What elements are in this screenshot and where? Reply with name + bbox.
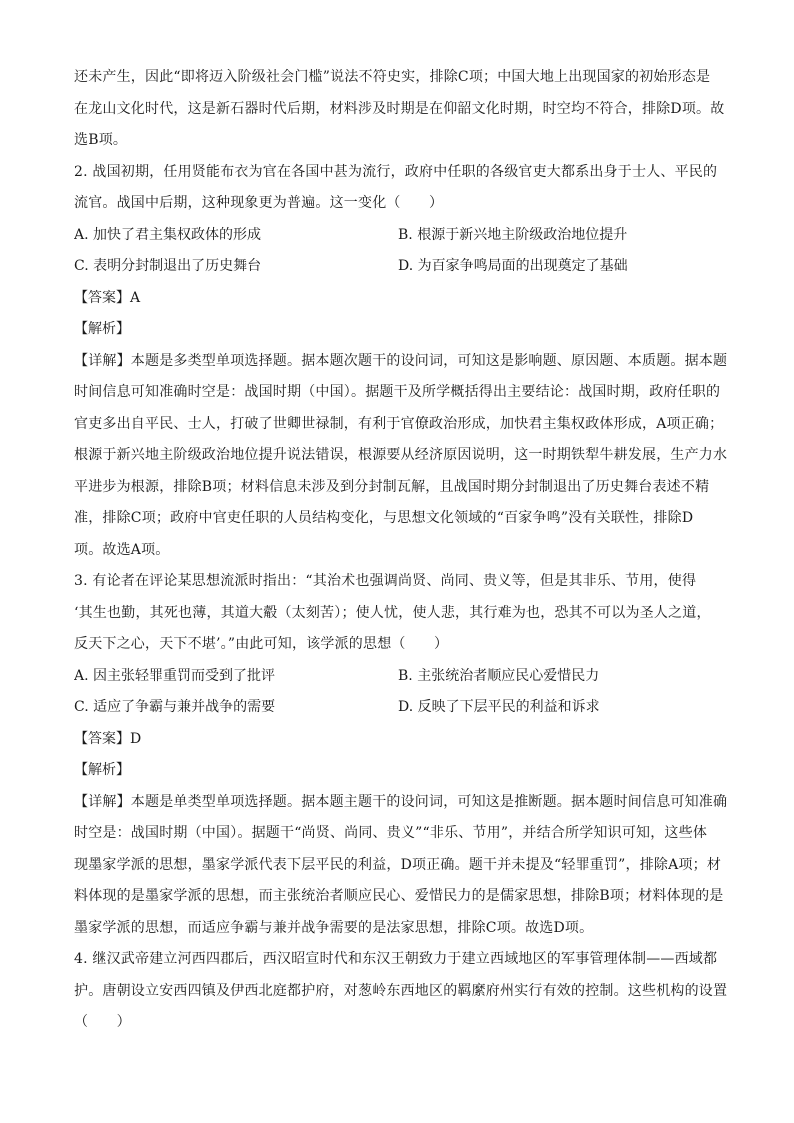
detail-line: 项。故选A项。: [74, 541, 170, 558]
detail-line: 【详解】本题是多类型单项选择题。据本题次题干的设问词，可知这是影响题、原因题、本质题。据本题: [74, 352, 728, 369]
analysis-label: 【解析】: [74, 762, 130, 778]
detail-line: 现墨家学派的思想，墨家学派代表下层平民的利益，D项正确。题干并未提及“轻罪重罚”，排除A项；材: [74, 856, 722, 873]
option-d: D. 为百家争鸣局面的出现奠定了基础: [398, 258, 628, 274]
detail-paragraph: [74, 346, 728, 567]
options-row: [74, 251, 728, 283]
question-3: [74, 566, 728, 944]
analysis-label: 【解析】: [74, 321, 130, 337]
question-stem-line: （ ）: [74, 1014, 131, 1030]
question-2: [74, 157, 728, 567]
question-4: [74, 944, 728, 1039]
detail-line: 根源于新兴地主阶级政治地位提升说法错误，根源要从经济原因说明，这一时期铁犁牛耕发展，生产力水: [74, 447, 728, 463]
text-line: 选B项。: [74, 132, 128, 148]
detail-line: 平进步为根源，排除B项；材料信息未涉及到分封制瓦解，且战国时期分封制退出了历史舞台表述不精: [74, 478, 710, 495]
detail-line: 官吏多出自平民、士人，打破了世卿世禄制，有利于官僚政治形成，加快君主集权政体形成，A项正确；: [74, 415, 724, 432]
detail-line: 准，排除C项；政府中官吏任职的人员结构变化，与思想文化领域的“百家争鸣”没有关联性，排除D: [74, 510, 694, 526]
options-row: [74, 220, 728, 252]
question-stem-line: 护。唐朝设立安西四镇及伊西北庭都护府，对葱岭东西地区的羁縻府州实行有效的控制。这些机构的设置: [74, 982, 728, 999]
question-stem-line: 2. 战国初期，任用贤能布衣为官在各国中甚为流行，政府中任职的各级官吏大都系出身于士人、平民的: [74, 163, 718, 180]
detail-paragraph: [74, 787, 728, 945]
option-a: A. 因主张轻罪重罚而受到了批评: [74, 667, 276, 684]
question-stem-line: 4. 继汉武帝建立河西四郡后，西汉昭宣时代和东汉王朝致力于建立西域地区的军事管理体制——西域都: [74, 951, 718, 967]
detail-line: 料体现的是墨家学派的思想，而主张统治者顺应民心、爱惜民力的是儒家思想，排除B项；材料体现的是: [74, 888, 724, 904]
answer-label: 【答案】D: [74, 730, 142, 747]
text-line: 在龙山文化时代，这是新石器时代后期，材料涉及时期是在仰韶文化时期，时空均不符合，排除D项。故: [74, 100, 725, 117]
option-d: D. 反映了下层平民的利益和诉求: [398, 699, 600, 715]
detail-line: 时空是：战国时期（中国）。据题干“尚贤、尚同、贵义”“非乐、节用”，并结合所学知识可知，这些体: [74, 825, 708, 841]
option-b: B. 根源于新兴地主阶级政治地位提升: [398, 226, 628, 243]
detail-line: 【详解】本题是单类型单项选择题。据本题主题干的设问词，可知这是推断题。据本题时间信息可知准确: [74, 793, 728, 810]
options-row: [74, 661, 728, 693]
question-stem-line: 反天下之心，天下不堪’。”由此可知，该学派的思想（ ）: [74, 636, 449, 652]
option-c: C. 表明分封制退出了历史舞台: [74, 258, 262, 274]
text-line: 还未产生，因此“即将迈入阶级社会门槛”说法不符史实，排除C项；中国大地上出现国家的初始形态是: [74, 69, 711, 85]
answer-label: 【答案】A: [74, 289, 141, 306]
option-c: C. 适应了争霸与兼并战争的需要: [74, 699, 276, 715]
options-row: [74, 692, 728, 724]
option-b: B. 主张统治者顺应民心爱惜民力: [398, 667, 600, 684]
intro-paragraph: [74, 62, 728, 157]
question-stem-line: ‘其生也勤，其死也薄，其道大觳（太刻苦）；使人忧，使人悲，其行难为也，恐其不可以为圣人之道，: [74, 604, 711, 621]
question-stem-line: 流官。战国中后期，这种现象更为普遍。这一变化（ ）: [74, 195, 444, 211]
detail-line: 墨家学派的思想，而适应争霸与兼并战争需要的是法家思想，排除C项。故选D项。: [74, 919, 594, 936]
detail-line: 时间信息可知准确时空是：战国时期（中国）。据题干及所学概括得出主要结论：战国时期，政府任职的: [74, 384, 721, 400]
option-a: A. 加快了君主集权政体的形成: [74, 226, 262, 243]
question-stem-line: 3. 有论者在评论某思想流派时指出：“其治术也强调尚贤、尚同、贵义等，但是其非乐、节用，使得: [74, 573, 697, 589]
